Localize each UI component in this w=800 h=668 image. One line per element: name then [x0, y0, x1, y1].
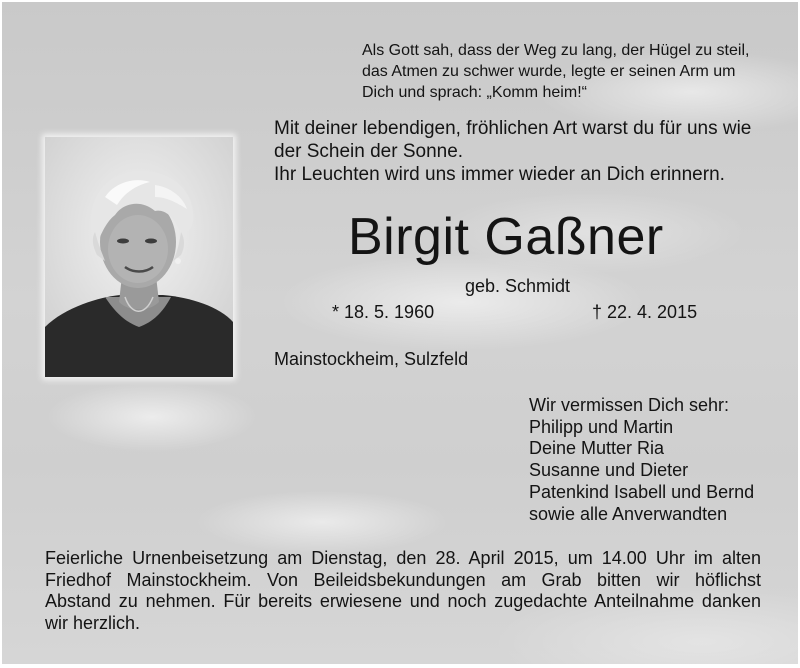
- intro-line: Mit deiner lebendigen, fröhlichen Art warst du für uns wie: [274, 118, 752, 139]
- intro-text: [274, 117, 774, 186]
- quote-line: das Atmen zu schwer wurde, legte er seinen Arm um: [362, 63, 736, 80]
- obituary-notice: [2, 2, 798, 664]
- funeral-details: [45, 548, 761, 634]
- death-date: † 22. 4. 2015: [592, 302, 698, 322]
- mourner-line: Susanne und Dieter: [529, 460, 689, 481]
- mourner-line: sowie alle Anverwandten: [529, 503, 728, 524]
- place-of-residence: Mainstockheim, Sulzfeld: [274, 349, 469, 369]
- intro-line: Ihr Leuchten wird uns immer wieder an Dich erinnern.: [274, 164, 725, 185]
- mourner-line: Deine Mutter Ria: [529, 438, 665, 459]
- birth-date: * 18. 5. 1960: [332, 302, 435, 322]
- mourner-line: Patenkind Isabell und Bernd: [529, 481, 755, 502]
- portrait-illustration: [45, 137, 233, 377]
- mourners-list: [529, 395, 754, 525]
- quote-line: Dich und sprach: „Komm heim!“: [362, 84, 587, 101]
- portrait-photo: [45, 137, 233, 377]
- deceased-name: Birgit Gaßner: [348, 208, 664, 266]
- funeral-details-line: Abstand zu nehmen. Für bereits erwiesene und noch zugedachte Anteilnahme danken: [45, 591, 761, 611]
- funeral-details-line: wir herzlich.: [45, 612, 141, 633]
- maiden-name: geb. Schmidt: [465, 276, 571, 296]
- mourner-line: Philipp und Martin: [529, 416, 674, 437]
- mourner-line: Wir vermissen Dich sehr:: [529, 395, 730, 415]
- funeral-details-line: Friedhof Mainstockheim. Von Beileidsbekundungen am Grab bitten wir höflichst: [45, 569, 761, 590]
- quote-line: Als Gott sah, dass der Weg zu lang, der Hügel zu steil,: [362, 42, 750, 59]
- intro-line: der Schein der Sonne.: [274, 141, 464, 162]
- quote-block: [362, 40, 764, 103]
- funeral-details-line: Feierliche Urnenbeisetzung am Dienstag, den 28. April 2015, um 14.00 Uhr im alten: [45, 548, 761, 568]
